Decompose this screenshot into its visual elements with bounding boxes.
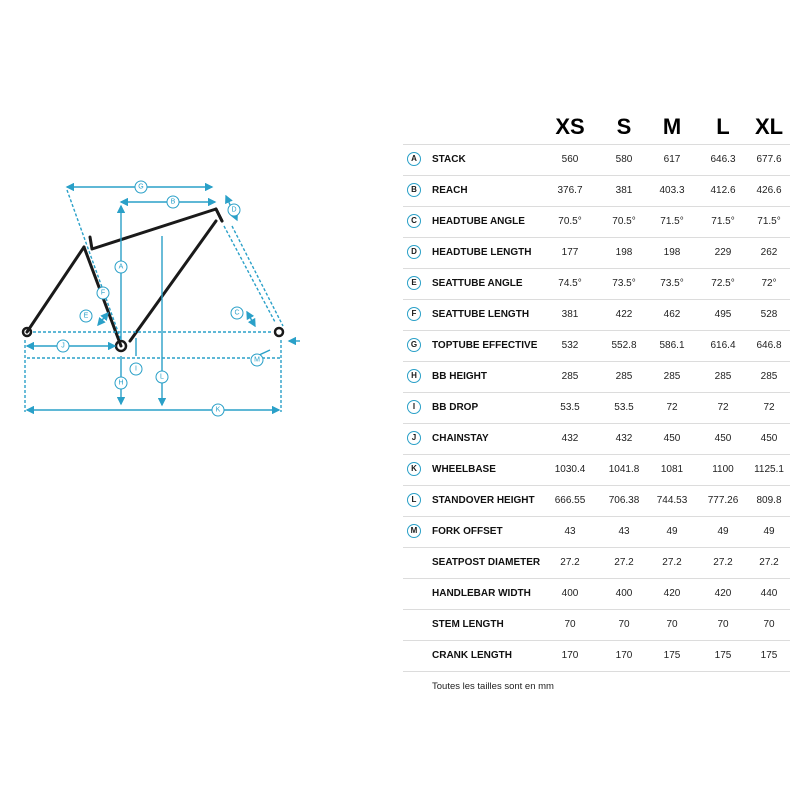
bike-frame xyxy=(23,206,283,351)
badge-j xyxy=(57,340,69,352)
cell-s: 381 xyxy=(615,185,633,196)
cell-xl: 27.2 xyxy=(759,557,779,568)
frame-geometry-diagram xyxy=(0,160,310,440)
cell-xl: 646.8 xyxy=(756,340,782,351)
cell-m: 285 xyxy=(663,371,681,382)
cell-l: 495 xyxy=(714,309,732,320)
cell-m: 586.1 xyxy=(659,340,685,351)
size-header-s: S xyxy=(616,114,632,139)
row-label: TOPTUBE EFFECTIVE xyxy=(432,340,538,351)
svg-text:D: D xyxy=(231,206,237,214)
seattube-extension xyxy=(67,190,121,340)
svg-text:M: M xyxy=(254,356,260,364)
units-note: Toutes les tailles sont en mm xyxy=(432,681,554,692)
cell-m: 450 xyxy=(663,433,681,444)
cell-xs: 170 xyxy=(561,650,579,661)
cell-l: 420 xyxy=(714,588,732,599)
cell-l: 412.6 xyxy=(710,185,736,196)
cell-xl: 72° xyxy=(761,278,777,289)
cell-m: 175 xyxy=(663,650,681,661)
table-row xyxy=(403,269,790,300)
cell-l: 1100 xyxy=(712,464,734,475)
size-header-m: M xyxy=(662,114,682,139)
badge-k xyxy=(212,404,224,416)
head-angle-arc xyxy=(247,312,255,326)
cell-s: 1041.8 xyxy=(608,464,640,475)
table-row xyxy=(403,362,790,393)
cell-xl: 262 xyxy=(760,247,778,258)
cell-m: 49 xyxy=(666,526,678,537)
cell-xs: 666.55 xyxy=(554,495,586,506)
dimension-letter-badge: B xyxy=(407,183,421,197)
cell-l: 229 xyxy=(714,247,732,258)
cell-l: 450 xyxy=(714,433,732,444)
table-row xyxy=(403,610,790,641)
cell-s: 43 xyxy=(618,526,630,537)
size-header-xl: XL xyxy=(754,114,784,139)
cell-xl: 70 xyxy=(763,619,775,630)
cell-xl: 71.5° xyxy=(757,216,781,227)
cell-xs: 53.5 xyxy=(560,402,580,413)
cell-xl: 285 xyxy=(760,371,778,382)
dimension-letter-badge: G xyxy=(407,338,421,352)
cell-xl: 528 xyxy=(760,309,778,320)
svg-text:H: H xyxy=(118,379,124,387)
cell-m: 70 xyxy=(666,619,678,630)
dimension-letter-badge: K xyxy=(407,462,421,476)
cell-s: 706.38 xyxy=(608,495,640,506)
geometry-table xyxy=(403,112,790,672)
badge-g xyxy=(135,181,147,193)
cell-xl: 450 xyxy=(760,433,778,444)
badge-f xyxy=(97,287,109,299)
cell-s: 432 xyxy=(615,433,633,444)
cell-m: 71.5° xyxy=(660,216,684,227)
svg-text:L: L xyxy=(160,373,164,381)
cell-xs: 177 xyxy=(561,247,579,258)
dimension-letter-badge: F xyxy=(407,307,421,321)
dimension-letter-badge: E xyxy=(407,276,421,290)
svg-text:I: I xyxy=(135,365,137,373)
cell-s: 53.5 xyxy=(614,402,634,413)
geometry-rows xyxy=(403,144,790,672)
cell-m: 617 xyxy=(663,154,681,165)
fork-line-1 xyxy=(224,226,275,322)
dimension-letter-badge: D xyxy=(407,245,421,259)
cell-xs: 285 xyxy=(561,371,579,382)
cell-s: 27.2 xyxy=(614,557,634,568)
dimension-letter-badge: H xyxy=(407,369,421,383)
cell-s: 580 xyxy=(615,154,633,165)
cell-xl: 49 xyxy=(763,526,775,537)
table-row xyxy=(403,207,790,238)
size-header xyxy=(403,112,790,144)
cell-xs: 432 xyxy=(561,433,579,444)
table-row xyxy=(403,486,790,517)
cell-l: 72 xyxy=(717,402,729,413)
row-label: FORK OFFSET xyxy=(432,526,503,537)
cell-m: 198 xyxy=(663,247,681,258)
row-label: STANDOVER HEIGHT xyxy=(432,495,535,506)
table-row xyxy=(403,455,790,486)
dimension-letter-badge: C xyxy=(407,214,421,228)
cell-xl: 440 xyxy=(760,588,778,599)
table-row xyxy=(403,517,790,548)
table-row xyxy=(403,393,790,424)
svg-text:B: B xyxy=(170,198,176,206)
badge-a xyxy=(115,261,127,273)
cell-m: 462 xyxy=(663,309,681,320)
cell-l: 616.4 xyxy=(710,340,736,351)
seat-stay xyxy=(27,247,84,332)
cell-l: 646.3 xyxy=(710,154,736,165)
badge-m xyxy=(251,354,263,366)
cell-s: 422 xyxy=(615,309,633,320)
svg-text:E: E xyxy=(83,312,89,320)
cell-xs: 43 xyxy=(564,526,576,537)
cell-xs: 74.5° xyxy=(558,278,582,289)
cell-l: 27.2 xyxy=(713,557,733,568)
row-label: BB DROP xyxy=(432,402,479,413)
row-label: WHEELBASE xyxy=(432,464,496,475)
row-label: SEATTUBE LENGTH xyxy=(432,309,530,320)
cell-m: 420 xyxy=(663,588,681,599)
cell-m: 27.2 xyxy=(662,557,682,568)
row-label: SEATTUBE ANGLE xyxy=(432,278,523,289)
svg-text:F: F xyxy=(100,289,106,297)
dimension-letter-badge: M xyxy=(407,524,421,538)
table-row xyxy=(403,238,790,269)
badge-l xyxy=(156,371,168,383)
row-label: BB HEIGHT xyxy=(432,371,487,382)
cell-s: 400 xyxy=(615,588,633,599)
table-row xyxy=(403,424,790,455)
front-axle xyxy=(275,328,283,336)
cell-xs: 376.7 xyxy=(557,185,583,196)
row-label: CHAINSTAY xyxy=(432,433,489,444)
cell-xl: 426.6 xyxy=(756,185,782,196)
svg-text:K: K xyxy=(215,406,221,414)
cell-xl: 1125.1 xyxy=(754,464,784,475)
cell-s: 70.5° xyxy=(612,216,636,227)
row-label: SEATPOST DIAMETER xyxy=(432,557,541,568)
row-label: CRANK LENGTH xyxy=(432,650,512,661)
cell-xs: 532 xyxy=(561,340,579,351)
cell-l: 70 xyxy=(717,619,729,630)
dimension-letter-badge: L xyxy=(407,493,421,507)
dimension-letter-badge: A xyxy=(407,152,421,166)
cell-xs: 70.5° xyxy=(558,216,582,227)
table-row xyxy=(403,331,790,362)
table-row xyxy=(403,144,790,176)
cell-s: 285 xyxy=(615,371,633,382)
cell-l: 72.5° xyxy=(711,278,735,289)
cell-s: 70 xyxy=(618,619,630,630)
size-header-xs: XS xyxy=(555,114,585,139)
badge-i xyxy=(130,363,142,375)
cell-l: 777.26 xyxy=(707,495,739,506)
cell-xl: 72 xyxy=(763,402,775,413)
cell-xs: 70 xyxy=(564,619,576,630)
head-tube xyxy=(216,209,222,221)
row-label: STACK xyxy=(432,154,466,165)
down-tube xyxy=(130,221,216,341)
cell-xs: 560 xyxy=(561,154,579,165)
table-row xyxy=(403,579,790,610)
cell-xl: 809.8 xyxy=(756,495,782,506)
svg-text:J: J xyxy=(61,342,65,350)
svg-text:C: C xyxy=(234,309,240,317)
table-row xyxy=(403,300,790,331)
cell-l: 49 xyxy=(717,526,729,537)
cell-m: 73.5° xyxy=(660,278,684,289)
badge-e xyxy=(80,310,92,322)
cell-xs: 27.2 xyxy=(560,557,580,568)
table-row xyxy=(403,176,790,207)
cell-xl: 175 xyxy=(760,650,778,661)
cell-l: 71.5° xyxy=(711,216,735,227)
cell-s: 198 xyxy=(615,247,633,258)
cell-s: 552.8 xyxy=(611,340,637,351)
row-label: REACH xyxy=(432,185,468,196)
cell-xs: 400 xyxy=(561,588,579,599)
size-header-l: L xyxy=(716,114,730,139)
svg-text:G: G xyxy=(138,183,144,191)
svg-text:A: A xyxy=(118,263,124,271)
cell-m: 72 xyxy=(666,402,678,413)
cell-xl: 677.6 xyxy=(756,154,782,165)
cell-xs: 381 xyxy=(561,309,579,320)
cell-xs: 1030.4 xyxy=(554,464,586,475)
badge-d xyxy=(228,204,240,216)
cell-l: 175 xyxy=(714,650,732,661)
row-label: STEM LENGTH xyxy=(432,619,504,630)
badge-c xyxy=(231,307,243,319)
dimension-letter-badge: J xyxy=(407,431,421,445)
cell-s: 170 xyxy=(615,650,633,661)
cell-m: 1081 xyxy=(660,464,684,475)
cell-l: 285 xyxy=(714,371,732,382)
dimension-letter-badge: I xyxy=(407,400,421,414)
cell-m: 403.3 xyxy=(659,185,685,196)
badge-b xyxy=(167,196,179,208)
table-row xyxy=(403,641,790,672)
badge-h xyxy=(115,377,127,389)
row-label: HEADTUBE ANGLE xyxy=(432,216,525,227)
seat-angle-arc xyxy=(98,313,108,325)
cell-s: 73.5° xyxy=(612,278,636,289)
table-row xyxy=(403,548,790,579)
row-label: HANDLEBAR WIDTH xyxy=(432,588,531,599)
top-tube xyxy=(90,209,222,249)
row-label: HEADTUBE LENGTH xyxy=(432,247,532,258)
cell-m: 744.53 xyxy=(656,495,688,506)
